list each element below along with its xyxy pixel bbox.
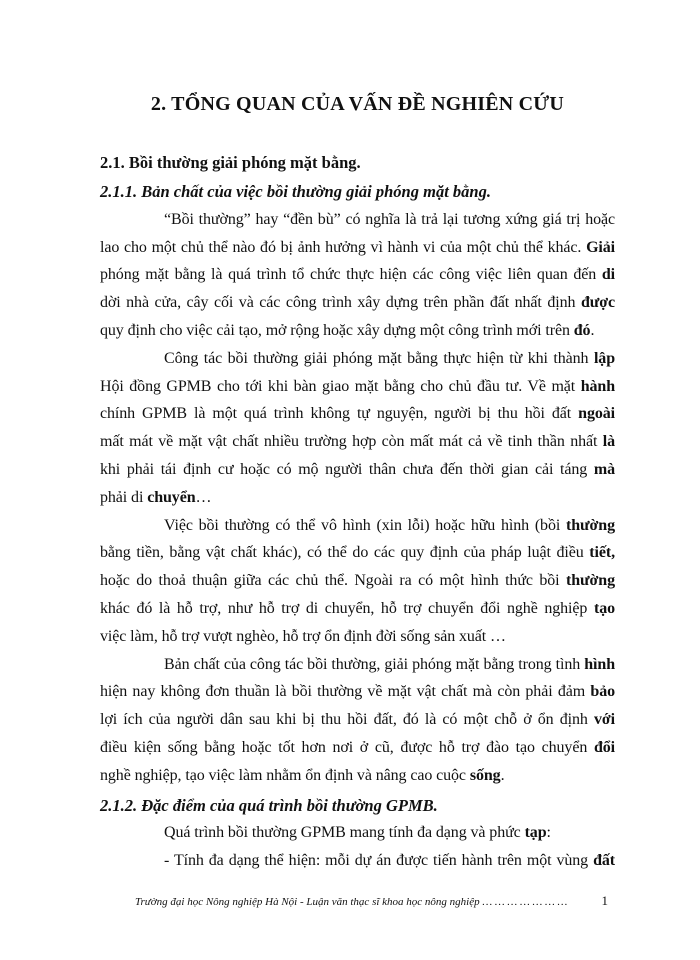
paragraph-1: [100, 206, 615, 345]
text-run: …: [195, 488, 212, 506]
footer-text: Trường đại học Nông nghiệp Hà Nội - Luận văn thạc sĩ khoa học nông nghiệp … … … … … … …: [135, 896, 568, 908]
text-run: chuyển: [147, 488, 196, 506]
text-run: Bản chất của công tác bồi thường, giải phóng mặt bằng trong tình: [164, 655, 585, 673]
paragraph-2: [100, 345, 615, 512]
paragraph-2-line-4: [100, 428, 615, 456]
paragraph-1-line-4: [100, 289, 615, 317]
heading-2-1-2: [100, 792, 615, 820]
paragraph-4-line-1: [100, 651, 615, 679]
paragraph-2-line-2: [100, 373, 615, 401]
text-run: di: [601, 266, 615, 284]
text-run: thường: [566, 572, 615, 590]
text-run: hiện nay không đơn thuần là bồi thường về mặt vật chất mà còn phải đảm: [100, 683, 591, 701]
text-run: khi phải tái định cư hoặc có mộ người thân chưa đến thời gian cải táng: [100, 460, 594, 478]
text-run: với: [593, 711, 615, 729]
text-run: nghề nghiệp, tạo việc làm nhằm ổn định và nâng cao cuộc: [100, 766, 470, 784]
text-run: - Tính đa dạng thể hiện: mỗi dự án được tiến hành trên một vùng: [164, 852, 594, 870]
paragraph-4-line-2: [100, 678, 615, 706]
text-run: 2.1.2. Đặc điểm của quá trình bồi thường: [100, 795, 386, 815]
document-body: [100, 92, 615, 875]
paragraph-4: [100, 651, 615, 790]
paragraph-1-line-1: [100, 206, 615, 234]
paragraph-3-line-5: [100, 623, 615, 651]
text-run: chính GPMB là một quá trình không tự nguyện, người bị thu hồi đất: [100, 405, 579, 423]
text-run: tạp: [524, 824, 547, 842]
text-run: quy định cho việc cải tạo, mở rộng hoặc xây dựng một công trình mới trên: [100, 321, 574, 339]
text-run: việc làm, hỗ trợ vượt nghèo, hỗ trợ ổn định đời sống sản xuất …: [100, 627, 506, 645]
text-run: GPMB.: [386, 795, 438, 815]
text-run: bằng.: [452, 182, 491, 201]
text-run: đất: [593, 852, 615, 870]
text-run: sống: [469, 766, 501, 784]
paragraph-5-line-2: [100, 847, 615, 875]
text-run: tiết,: [589, 544, 615, 562]
text-run: mà: [593, 460, 615, 478]
heading-2-1: [100, 150, 615, 176]
text-run: là: [602, 433, 615, 451]
text-run: “Bồi thường” hay “đền bù” có nghĩa là trả lại tương xứng giá trị hoặc: [164, 210, 615, 228]
text-run: phóng mặt bằng là quá trình tổ chức thực hiện các công việc liên quan đến: [100, 266, 602, 284]
text-run: dời nhà cửa, cây cối và các công trình xây dựng trên phần đất nhất định: [100, 294, 581, 312]
paragraph-2-line-6: [100, 484, 615, 512]
text-run: Việc bồi thường có thể vô hình (xin lỗi) hoặc hữu hình (bồi: [164, 516, 566, 534]
text-run: hoặc do thoả thuận giữa các chủ thể. Ngoài ra có một hình thức bồi: [100, 572, 566, 590]
text-run: 2.1. Bồi thường giải phóng mặt: [100, 153, 322, 172]
text-run: mất mát về mặt vật chất nhiều trường hợp còn mất mát cả về tinh thần nhất: [100, 433, 603, 451]
paragraph-1-line-3: [100, 261, 615, 289]
text-run: Giải: [586, 238, 615, 256]
text-run: tạo: [593, 599, 615, 617]
paragraph-3: [100, 512, 615, 651]
text-run: bằng.: [321, 153, 361, 172]
paragraph-2-line-5: [100, 456, 615, 484]
text-run: :: [546, 824, 551, 842]
text-run: .: [500, 766, 505, 784]
text-run: lao cho một chủ thể nào đó bị ảnh hưởng vì hành vi của một chủ thể khác.: [100, 238, 587, 256]
paragraph-2-line-1: [100, 345, 615, 373]
text-run: bằng tiền, bằng vật chất khác), có thể do các quy định của pháp luật điều: [100, 544, 590, 562]
paragraph-5-line-1: [100, 819, 615, 847]
text-run: bảo: [590, 683, 615, 701]
paragraph-3-line-2: [100, 539, 615, 567]
paragraph-4-line-5: [100, 762, 615, 790]
text-run: 2. TỔNG QUAN CỦA VẤN ĐỀ NGHIÊN CỨU: [150, 93, 565, 115]
paragraph-1-line-2: [100, 234, 615, 262]
text-run: Công tác bồi thường giải phóng mặt bằng thực hiện từ khi thành: [164, 349, 594, 367]
paragraph-2-line-3: [100, 400, 615, 428]
paragraph-3-line-3: [100, 567, 615, 595]
paragraph-4-line-4: [100, 734, 615, 762]
chapter-title: [100, 92, 615, 117]
text-run: đó: [573, 321, 591, 339]
paragraph-5: [100, 819, 615, 875]
text-run: đổi: [593, 738, 615, 756]
paragraph-1-line-5: [100, 317, 615, 345]
page-footer: [100, 893, 608, 909]
paragraph-4-line-3: [100, 706, 615, 734]
text-run: thường: [566, 516, 615, 534]
text-run: điều kiện sống bằng hoặc tốt hơn nơi ở cũ, được hỗ trợ đào tạo chuyển: [100, 738, 594, 756]
paragraph-3-line-4: [100, 595, 615, 623]
text-run: lợi ích của người dân sau khi bị thu hồi đất, đó là có một chỗ ở ổn định: [100, 711, 594, 729]
text-run: 2.1.1. Bản chất của việc bồi thường giải phóng mặt: [100, 182, 453, 201]
text-run: Hội đồng GPMB cho tới khi bàn giao mặt bằng cho chủ đầu tư. Về mặt: [100, 377, 581, 395]
text-run: lập: [593, 349, 615, 367]
text-run: hình: [584, 655, 615, 673]
text-run: phải di: [100, 488, 148, 506]
heading-2-1-1: [100, 178, 615, 206]
text-run: .: [590, 321, 595, 339]
text-run: khác đó là hỗ trợ, như hỗ trợ di chuyển, hỗ trợ chuyển đổi nghề nghiệp: [100, 599, 594, 617]
text-run: được: [580, 294, 615, 312]
text-run: hành: [580, 377, 615, 395]
text-run: ngoài: [578, 405, 615, 423]
text-run: Quá trình bồi thường GPMB mang tính đa dạng và phức: [164, 824, 525, 842]
page-number: 1: [601, 893, 608, 908]
paragraph-3-line-1: [100, 512, 615, 540]
